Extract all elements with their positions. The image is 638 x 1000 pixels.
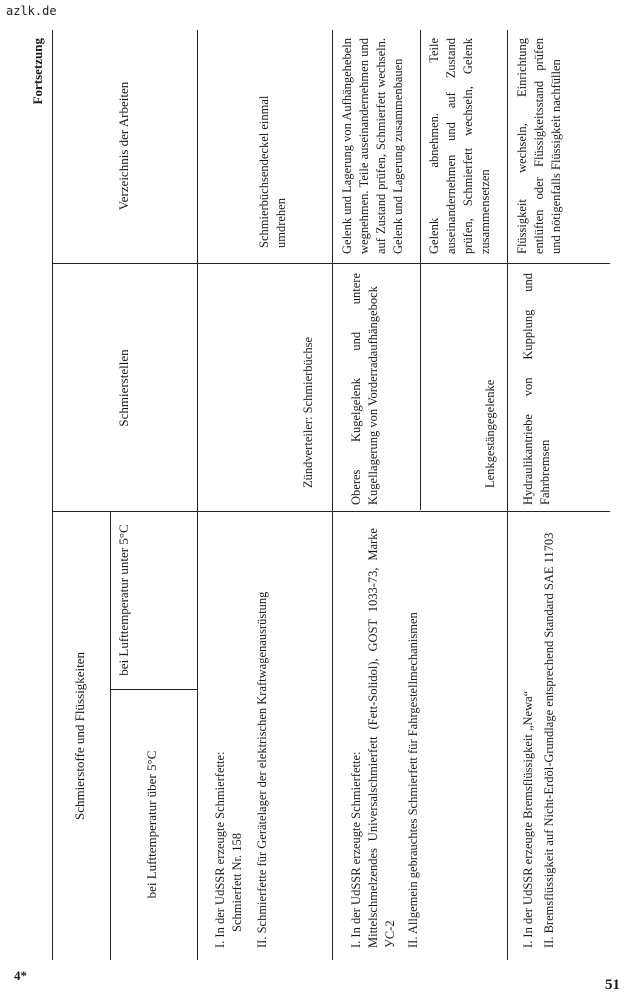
row-2-lubricant-line-1: I. In der UdSSR erzeugte Schmierfette:: [349, 751, 363, 948]
row-1-lubricant-line-3: II. Schmierfette für Gerätelager der elektrischen Kraftwagenausrüstung: [255, 591, 269, 948]
left-marker: 4*: [14, 968, 27, 983]
row-2-work-b: Gelenk abnehmen. Teile auseinandernehmen und auf Zustand prüfen, Schmierfett wechseln, Gelenk zusammensetzen: [427, 38, 492, 254]
header-works: Verzeichnis der Arbeiten: [116, 81, 131, 211]
continuation-label: Fortsetzung: [30, 38, 45, 105]
lubricant-subheader-rule: [110, 512, 111, 960]
subheader-separator: [110, 689, 197, 690]
row-1-point: Zündverteiler: Schmierbüchse: [301, 337, 315, 488]
row-2-lubricant-line-2: Mittelschmelzendes Universalschmierfett (Fett-Solidol), GOST 1033-73, Marke УС-2: [366, 528, 397, 948]
row-2-lubricant-line-3: II. Allgemein gebrauchtes Schmierfett für Fahrgestellmechanismen: [406, 612, 420, 948]
row-3-work: Flüssigkeit wechseln, Einrichtung entlüften oder Flüssigkeitsstand prüfen und nötigenfalls Flüssigkeit nachfüllen: [515, 38, 563, 254]
row-1-lubricant-line-1: I. In der UdSSR erzeugte Schmierfette:: [213, 751, 227, 948]
row-1-lubricants: [212, 528, 271, 948]
header-points: Schmierstellen: [116, 349, 131, 427]
col-separator-1: [52, 511, 610, 512]
row-2-work-a: Gelenk und Lagerung von Aufhängehebeln wegnehmen. Teile auseinandernehmen und auf Zustand prüfen, Schmierfett wechseln. Gelenk und Lagerung zusammenbauen: [340, 38, 405, 254]
row-separator-1: [332, 30, 333, 960]
header-below-5c: bei Lufttemperatur unter 5°C: [116, 524, 131, 676]
row-2-lubricants: [348, 528, 422, 948]
row-3-lubricants: [520, 528, 558, 948]
watermark: azlk.de: [6, 4, 57, 18]
row-3-lubricant-line-1: I. In der UdSSR erzeugte Bremsflüssigkeit „Newa“: [521, 690, 535, 948]
row-3-lubricant-line-2: II. Bremsflüssigkeit auf Nicht-Erdöl-Grundlage entsprechend Standard SAE 11703: [542, 532, 556, 948]
row-3-point: Hydraulikantriebe von Kupplung und Fahrbremsen: [521, 273, 552, 505]
inner-row-separator: [420, 30, 421, 510]
header-lubricants: Schmierstoffe und Flüssigkeiten: [72, 651, 87, 821]
row-separator-2: [507, 30, 508, 960]
lubrication-table: [52, 30, 610, 960]
page-number: 51: [605, 977, 620, 993]
row-1-lubricant-line-2: Schmierfett Nr. 158: [230, 833, 244, 932]
table-top-rule: [52, 30, 53, 960]
col-separator-2: [52, 263, 610, 264]
header-above-5c: bei Lufttemperatur über 5°C: [144, 750, 159, 899]
header-bottom-rule: [197, 30, 198, 960]
rotated-table-page: [30, 30, 610, 960]
row-2-point-b: Lenkgestängegelenke: [483, 379, 497, 488]
row-2-point-a: Oberes Kugelgelenk und untere Kugellagerung von Vorderradaufhängebock: [349, 273, 380, 505]
row-1-work: Schmierbüchsendeckel einmal umdrehen: [257, 95, 288, 248]
